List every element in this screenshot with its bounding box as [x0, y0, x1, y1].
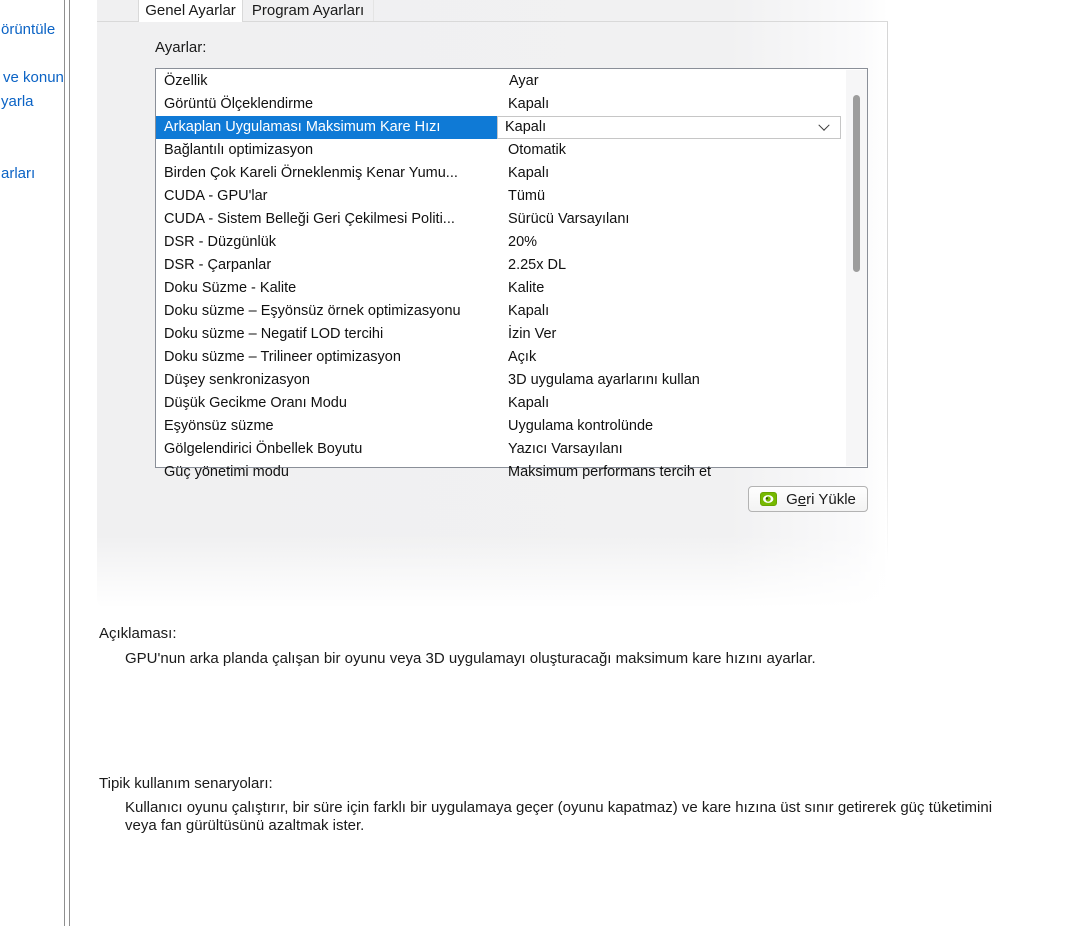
setting-value[interactable]: 2.25x DL — [508, 257, 567, 273]
setting-value[interactable]: Kapalı — [508, 165, 550, 181]
setting-value[interactable]: Yazıcı Varsayılanı — [508, 441, 623, 457]
setting-feature[interactable]: Doku süzme – Trilineer optimizasyon — [164, 349, 401, 365]
vertical-scrollbar[interactable] — [846, 70, 867, 466]
setting-value[interactable]: Kapalı — [508, 395, 550, 411]
nvidia-logo-icon — [760, 492, 777, 506]
setting-value-dropdown[interactable] — [497, 116, 841, 139]
table-row[interactable] — [156, 139, 846, 162]
setting-value[interactable]: Maksimum performans tercih et — [508, 464, 712, 480]
setting-value[interactable]: Kalite — [508, 280, 545, 296]
setting-value[interactable]: Sürücü Varsayılanı — [508, 211, 630, 227]
setting-value[interactable]: Kapalı — [508, 303, 550, 319]
table-row[interactable] — [156, 392, 846, 415]
sidebar-item-settings[interactable]: arları — [1, 165, 36, 182]
pane-splitter[interactable] — [64, 0, 70, 926]
table-row[interactable] — [156, 415, 846, 438]
scrollbar-thumb[interactable] — [853, 95, 860, 272]
setting-value[interactable]: Açık — [508, 349, 537, 365]
table-row[interactable] — [156, 162, 846, 185]
column-header-feature[interactable]: Özellik — [164, 73, 208, 89]
setting-feature[interactable]: Arkaplan Uygulaması Maksimum Kare Hızı — [156, 116, 497, 139]
setting-value[interactable]: Kapalı — [508, 96, 550, 112]
setting-feature[interactable]: Doku süzme – Negatif LOD tercihi — [164, 326, 384, 342]
dropdown-selected-value: Kapalı — [505, 119, 547, 135]
restore-button[interactable] — [748, 486, 868, 512]
table-row[interactable] — [156, 438, 846, 461]
setting-feature[interactable]: Bağlantılı optimizasyon — [164, 142, 314, 158]
setting-value[interactable]: 20% — [508, 234, 538, 250]
settings-table-body — [156, 93, 846, 480]
chevron-down-icon — [818, 119, 829, 130]
table-row[interactable] — [156, 231, 846, 254]
setting-feature[interactable]: Doku Süzme - Kalite — [164, 280, 297, 296]
settings-table — [155, 68, 868, 480]
table-row[interactable] — [156, 208, 846, 231]
table-row[interactable] — [156, 93, 846, 116]
setting-value[interactable]: Tümü — [508, 188, 546, 204]
usage-scenarios-heading: Tipik kullanım senaryoları: — [99, 775, 273, 792]
panel-border — [887, 21, 888, 561]
table-header[interactable] — [156, 69, 846, 93]
setting-value[interactable]: Otomatik — [508, 142, 567, 158]
setting-feature[interactable]: CUDA - Sistem Belleği Geri Çekilmesi Politi... — [164, 211, 455, 227]
setting-value[interactable]: Uygulama kontrolünde — [508, 418, 654, 434]
table-row[interactable] — [156, 369, 846, 392]
description-text: GPU'nun arka planda çalışan bir oyunu veya 3D uygulamayı oluşturacağı maksimum kare hızını ayarlar. — [125, 650, 816, 667]
sidebar-item-position[interactable]: ve konun — [3, 69, 64, 86]
settings-panel — [97, 0, 888, 608]
setting-feature[interactable]: Düşük Gecikme Oranı Modu — [164, 395, 347, 411]
description-heading: Açıklaması: — [99, 625, 177, 642]
table-row[interactable] — [156, 323, 846, 346]
table-row[interactable] — [156, 254, 846, 277]
setting-feature[interactable]: Güç yönetimi modu — [164, 464, 289, 480]
table-row[interactable] — [156, 116, 846, 139]
setting-feature[interactable]: Gölgelendirici Önbellek Boyutu — [164, 441, 363, 457]
settings-list-label: Ayarlar: — [155, 39, 207, 56]
setting-feature[interactable]: Birden Çok Kareli Örneklenmiş Kenar Yumu... — [164, 165, 458, 181]
column-header-setting[interactable]: Ayar — [509, 73, 539, 89]
setting-value[interactable]: İzin Ver — [508, 326, 557, 342]
table-row[interactable] — [156, 277, 846, 300]
tab-general-settings[interactable]: Genel Ayarlar — [138, 0, 243, 22]
setting-feature[interactable]: Görüntü Ölçeklendirme — [164, 96, 314, 112]
setting-value[interactable]: 3D uygulama ayarlarını kullan — [508, 372, 700, 388]
usage-scenarios-text: Kullanıcı oyunu çalıştırır, bir süre için farklı bir uygulamaya geçer (oyunu kapatmaz) ve kare hızına üst sınır getirerek güç tüketimini veya fan gürültüsünü azaltmak ister. — [125, 799, 993, 834]
restore-button-label: Geri Yükle — [786, 490, 856, 508]
setting-feature[interactable]: Düşey senkronizasyon — [164, 372, 310, 388]
table-row[interactable] — [156, 346, 846, 369]
table-row[interactable] — [156, 461, 846, 484]
table-row[interactable] — [156, 300, 846, 323]
table-row[interactable] — [156, 185, 846, 208]
sidebar-item-view[interactable]: örüntüle — [1, 21, 56, 38]
setting-feature[interactable]: CUDA - GPU'lar — [164, 188, 268, 204]
setting-feature[interactable]: DSR - Çarpanlar — [164, 257, 272, 273]
setting-feature[interactable]: DSR - Düzgünlük — [164, 234, 277, 250]
setting-feature[interactable]: Eşyönsüz süzme — [164, 418, 274, 434]
sidebar-item-adjust[interactable]: yarla — [1, 93, 34, 110]
setting-feature[interactable]: Doku süzme – Eşyönsüz örnek optimizasyonu — [164, 303, 461, 319]
tab-program-settings[interactable]: Program Ayarları — [243, 0, 374, 21]
